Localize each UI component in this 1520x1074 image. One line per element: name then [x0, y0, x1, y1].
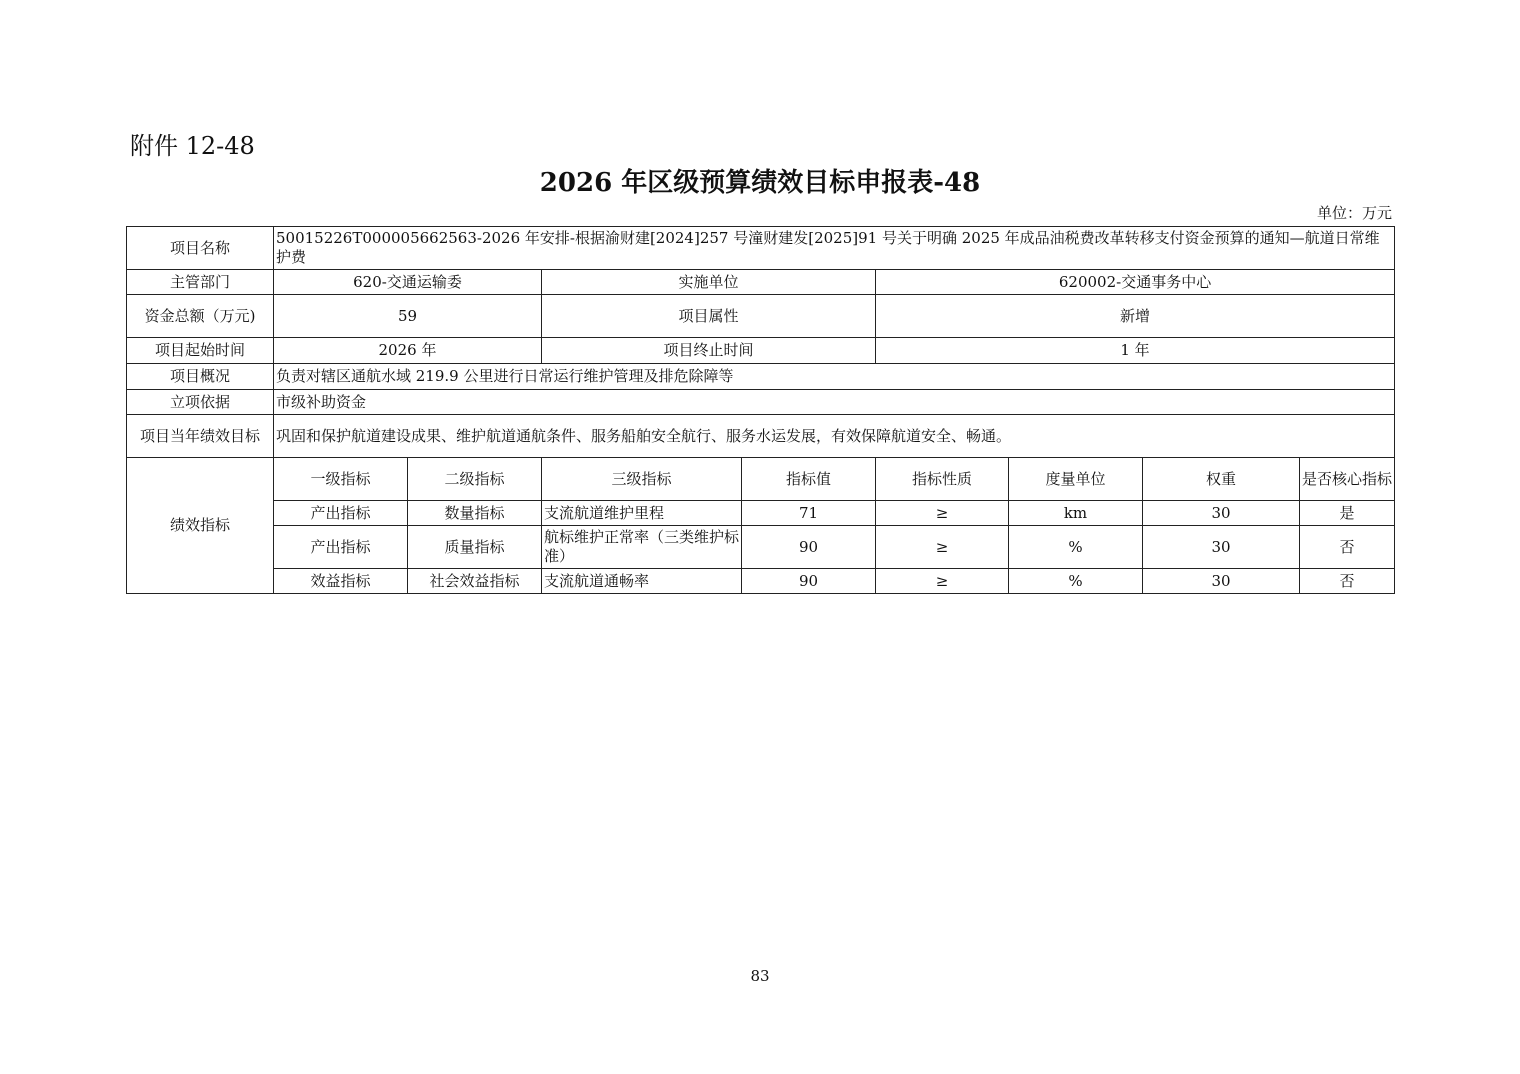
- row-basis: [127, 390, 1395, 415]
- impl-value: 620002-交通事务中心: [876, 270, 1395, 295]
- cell-weight: 30: [1143, 569, 1300, 594]
- project-name-value: 50015226T000005662563-2026 年安排-根据渝财建[2024]257 号潼财建发[2025]91 号关于明确 2025 年成品油税费改革转移支付资金预算的通知—航道日常维护费: [274, 227, 1395, 270]
- cell-level3: 支流航道维护里程: [542, 501, 742, 526]
- cell-unit: %: [1009, 569, 1143, 594]
- attachment-label: 附件 12-48: [130, 132, 255, 160]
- fund-value: 59: [274, 295, 542, 338]
- row-project-name: [127, 227, 1395, 270]
- basis-label: 立项依据: [127, 390, 274, 415]
- cell-level1: 产出指标: [274, 526, 408, 569]
- cell-level3: 支流航道通畅率: [542, 569, 742, 594]
- unit-label: 单位：万元: [1316, 204, 1392, 222]
- row-time: [127, 338, 1395, 364]
- cell-unit: %: [1009, 526, 1143, 569]
- goal-value: 巩固和保护航道建设成果、维护航道通航条件、服务船舶安全航行、服务水运发展，有效保障航道安全、畅通。: [274, 415, 1395, 458]
- row-overview: [127, 364, 1395, 390]
- end-label: 项目终止时间: [542, 338, 876, 364]
- cell-level2: 质量指标: [408, 526, 542, 569]
- header-level1: 一级指标: [274, 458, 408, 501]
- fund-label: 资金总额（万元): [127, 295, 274, 338]
- cell-level1: 产出指标: [274, 501, 408, 526]
- table-row: [127, 526, 1395, 569]
- cell-nature: ≥: [876, 569, 1009, 594]
- row-fund: [127, 295, 1395, 338]
- impl-label: 实施单位: [542, 270, 876, 295]
- cell-core: 否: [1300, 526, 1395, 569]
- page-number: 83: [750, 967, 770, 985]
- cell-nature: ≥: [876, 526, 1009, 569]
- table-row: [127, 501, 1395, 526]
- cell-level2: 社会效益指标: [408, 569, 542, 594]
- cell-value: 90: [742, 526, 876, 569]
- header-core: 是否核心指标: [1300, 458, 1395, 501]
- dept-label: 主管部门: [127, 270, 274, 295]
- end-value: 1 年: [876, 338, 1395, 364]
- budget-performance-table: [126, 226, 1395, 594]
- document-title: 2026 年区级预算绩效目标申报表-48: [539, 168, 981, 198]
- start-value: 2026 年: [274, 338, 542, 364]
- cell-value: 90: [742, 569, 876, 594]
- cell-level3: 航标维护正常率（三类维护标准）: [542, 526, 742, 569]
- cell-unit: km: [1009, 501, 1143, 526]
- basis-value: 市级补助资金: [274, 390, 1395, 415]
- row-department: [127, 270, 1395, 295]
- cell-nature: ≥: [876, 501, 1009, 526]
- project-name-label: 项目名称: [127, 227, 274, 270]
- cell-level2: 数量指标: [408, 501, 542, 526]
- goal-label: 项目当年绩效目标: [127, 415, 274, 458]
- dept-value: 620-交通运输委: [274, 270, 542, 295]
- start-label: 项目起始时间: [127, 338, 274, 364]
- header-level3: 三级指标: [542, 458, 742, 501]
- cell-core: 否: [1300, 569, 1395, 594]
- indicator-header-row: [127, 458, 1395, 501]
- row-goal: [127, 415, 1395, 458]
- cell-core: 是: [1300, 501, 1395, 526]
- cell-level1: 效益指标: [274, 569, 408, 594]
- cell-weight: 30: [1143, 526, 1300, 569]
- attr-label: 项目属性: [542, 295, 876, 338]
- header-level2: 二级指标: [408, 458, 542, 501]
- cell-weight: 30: [1143, 501, 1300, 526]
- attr-value: 新增: [876, 295, 1395, 338]
- overview-label: 项目概况: [127, 364, 274, 390]
- header-value: 指标值: [742, 458, 876, 501]
- header-unit: 度量单位: [1009, 458, 1143, 501]
- overview-value: 负责对辖区通航水域 219.9 公里进行日常运行维护管理及排危除障等: [274, 364, 1395, 390]
- table-row: [127, 569, 1395, 594]
- header-nature: 指标性质: [876, 458, 1009, 501]
- indicator-section-label: 绩效指标: [127, 458, 274, 594]
- header-weight: 权重: [1143, 458, 1300, 501]
- cell-value: 71: [742, 501, 876, 526]
